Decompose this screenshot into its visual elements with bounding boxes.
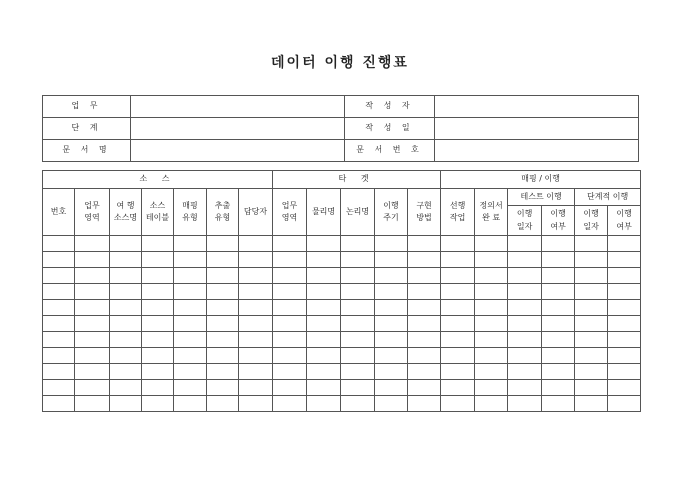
table-cell[interactable] <box>307 380 341 396</box>
col-src-area: 업무 영역 <box>75 189 110 236</box>
col-method: 구현 방법 <box>408 189 441 236</box>
table-cell[interactable] <box>307 236 341 252</box>
table-row <box>43 300 641 316</box>
table-cell[interactable] <box>341 300 375 316</box>
table-cell[interactable] <box>441 396 475 412</box>
table-cell[interactable] <box>408 300 441 316</box>
table-cell[interactable] <box>110 236 142 252</box>
table-cell[interactable] <box>307 364 341 380</box>
table-cell[interactable] <box>307 316 341 332</box>
table-cell[interactable] <box>174 300 207 316</box>
table-cell[interactable] <box>575 236 608 252</box>
col-physical: 물리명 <box>307 189 341 236</box>
table-cell[interactable] <box>542 284 575 300</box>
table-cell[interactable] <box>408 396 441 412</box>
table-cell[interactable] <box>508 348 542 364</box>
table-cell[interactable] <box>239 236 273 252</box>
table-cell[interactable] <box>375 268 408 284</box>
table-cell[interactable] <box>608 332 641 348</box>
table-cell[interactable] <box>273 380 307 396</box>
table-cell[interactable] <box>375 300 408 316</box>
col-cycle: 이행 주기 <box>375 189 408 236</box>
stage-migration-header: 단계적 이행 <box>575 189 641 206</box>
table-cell[interactable] <box>174 252 207 268</box>
col-def-done: 정의서 완 료 <box>475 189 508 236</box>
doc-no-label: 문 서 번 호 <box>345 140 435 162</box>
table-cell[interactable] <box>207 348 239 364</box>
table-cell[interactable] <box>110 300 142 316</box>
table-cell[interactable] <box>508 364 542 380</box>
table-cell[interactable] <box>441 364 475 380</box>
table-cell[interactable] <box>110 284 142 300</box>
table-cell[interactable] <box>43 252 75 268</box>
table-cell[interactable] <box>207 284 239 300</box>
table-cell[interactable] <box>43 364 75 380</box>
table-row <box>43 380 641 396</box>
table-cell[interactable] <box>475 236 508 252</box>
author-label: 작 성 자 <box>345 96 435 118</box>
table-cell[interactable] <box>375 316 408 332</box>
table-row <box>43 396 641 412</box>
col-test-yn: 이행 여부 <box>542 206 575 236</box>
table-cell[interactable] <box>341 380 375 396</box>
table-cell[interactable] <box>542 300 575 316</box>
table-cell[interactable] <box>239 252 273 268</box>
table-cell[interactable] <box>542 268 575 284</box>
table-cell[interactable] <box>441 332 475 348</box>
source-group-header: 소 스 <box>43 171 273 189</box>
col-src-name: 여 행 소스명 <box>110 189 142 236</box>
table-cell[interactable] <box>239 364 273 380</box>
table-cell[interactable] <box>207 268 239 284</box>
table-cell[interactable] <box>43 236 75 252</box>
table-cell[interactable] <box>608 236 641 252</box>
table-cell[interactable] <box>207 300 239 316</box>
table-cell[interactable] <box>475 252 508 268</box>
table-cell[interactable] <box>608 364 641 380</box>
table-cell[interactable] <box>408 284 441 300</box>
table-cell[interactable] <box>608 380 641 396</box>
table-cell[interactable] <box>575 300 608 316</box>
table-cell[interactable] <box>174 380 207 396</box>
table-cell[interactable] <box>142 316 174 332</box>
table-cell[interactable] <box>608 316 641 332</box>
table-cell[interactable] <box>608 268 641 284</box>
table-cell[interactable] <box>307 252 341 268</box>
table-cell[interactable] <box>475 300 508 316</box>
table-cell[interactable] <box>207 236 239 252</box>
table-cell[interactable] <box>174 332 207 348</box>
table-cell[interactable] <box>75 316 110 332</box>
table-cell[interactable] <box>174 364 207 380</box>
table-cell[interactable] <box>542 236 575 252</box>
table-cell[interactable] <box>408 348 441 364</box>
table-cell[interactable] <box>239 348 273 364</box>
table-cell[interactable] <box>508 300 542 316</box>
table-cell[interactable] <box>441 252 475 268</box>
table-cell[interactable] <box>575 348 608 364</box>
table-cell[interactable] <box>475 316 508 332</box>
table-cell[interactable] <box>43 316 75 332</box>
table-cell[interactable] <box>508 380 542 396</box>
table-cell[interactable] <box>75 268 110 284</box>
col-test-date: 이행 일자 <box>508 206 542 236</box>
table-cell[interactable] <box>375 332 408 348</box>
table-cell[interactable] <box>110 380 142 396</box>
table-cell[interactable] <box>475 348 508 364</box>
document-info-table <box>42 95 639 162</box>
table-cell[interactable] <box>75 348 110 364</box>
table-cell[interactable] <box>207 380 239 396</box>
table-cell[interactable] <box>142 396 174 412</box>
table-cell[interactable] <box>508 236 542 252</box>
stage-label: 단 계 <box>43 118 131 140</box>
table-cell[interactable] <box>239 268 273 284</box>
col-logical: 논리명 <box>341 189 375 236</box>
table-cell[interactable] <box>110 396 142 412</box>
table-cell[interactable] <box>43 332 75 348</box>
table-cell[interactable] <box>273 364 307 380</box>
table-cell[interactable] <box>441 300 475 316</box>
table-cell[interactable] <box>475 284 508 300</box>
table-cell[interactable] <box>608 348 641 364</box>
table-cell[interactable] <box>542 380 575 396</box>
table-cell[interactable] <box>142 332 174 348</box>
table-cell[interactable] <box>508 316 542 332</box>
table-row <box>43 236 641 252</box>
table-cell[interactable] <box>375 380 408 396</box>
table-cell[interactable] <box>441 268 475 284</box>
test-migration-header: 테스트 이행 <box>508 189 575 206</box>
date-field[interactable] <box>435 118 639 140</box>
table-cell[interactable] <box>375 284 408 300</box>
table-cell[interactable] <box>75 284 110 300</box>
table-cell[interactable] <box>273 252 307 268</box>
table-cell[interactable] <box>475 364 508 380</box>
table-cell[interactable] <box>110 268 142 284</box>
table-row <box>43 316 641 332</box>
table-cell[interactable] <box>142 300 174 316</box>
table-cell[interactable] <box>375 252 408 268</box>
table-cell[interactable] <box>375 236 408 252</box>
migration-progress-table <box>42 170 641 412</box>
table-cell[interactable] <box>110 332 142 348</box>
table-cell[interactable] <box>341 332 375 348</box>
table-row <box>43 332 641 348</box>
table-cell[interactable] <box>142 380 174 396</box>
table-cell[interactable] <box>408 364 441 380</box>
table-cell[interactable] <box>207 252 239 268</box>
table-cell[interactable] <box>542 364 575 380</box>
table-cell[interactable] <box>475 268 508 284</box>
table-cell[interactable] <box>441 380 475 396</box>
table-cell[interactable] <box>273 284 307 300</box>
table-cell[interactable] <box>441 284 475 300</box>
table-cell[interactable] <box>75 332 110 348</box>
table-row <box>43 252 641 268</box>
table-cell[interactable] <box>273 332 307 348</box>
table-cell[interactable] <box>142 284 174 300</box>
table-cell[interactable] <box>75 300 110 316</box>
table-cell[interactable] <box>207 332 239 348</box>
table-cell[interactable] <box>408 380 441 396</box>
target-group-header: 타 겟 <box>273 171 441 189</box>
table-cell[interactable] <box>508 396 542 412</box>
col-owner: 담당자 <box>239 189 273 236</box>
table-cell[interactable] <box>273 316 307 332</box>
table-cell[interactable] <box>110 364 142 380</box>
table-cell[interactable] <box>408 332 441 348</box>
table-row <box>43 364 641 380</box>
table-cell[interactable] <box>307 396 341 412</box>
table-cell[interactable] <box>542 252 575 268</box>
table-cell[interactable] <box>341 364 375 380</box>
table-cell[interactable] <box>110 252 142 268</box>
table-cell[interactable] <box>508 284 542 300</box>
author-field[interactable] <box>435 96 639 118</box>
table-cell[interactable] <box>475 396 508 412</box>
col-stage-date: 이행 일자 <box>575 206 608 236</box>
table-cell[interactable] <box>174 396 207 412</box>
table-cell[interactable] <box>43 380 75 396</box>
table-cell[interactable] <box>142 364 174 380</box>
table-cell[interactable] <box>307 332 341 348</box>
table-cell[interactable] <box>43 268 75 284</box>
table-cell[interactable] <box>239 380 273 396</box>
table-cell[interactable] <box>341 284 375 300</box>
table-cell[interactable] <box>110 316 142 332</box>
doc-no-field[interactable] <box>435 140 639 162</box>
table-row <box>43 268 641 284</box>
table-cell[interactable] <box>174 268 207 284</box>
table-cell[interactable] <box>43 284 75 300</box>
table-cell[interactable] <box>75 252 110 268</box>
table-cell[interactable] <box>508 252 542 268</box>
table-cell[interactable] <box>408 268 441 284</box>
table-cell[interactable] <box>341 316 375 332</box>
table-cell[interactable] <box>142 268 174 284</box>
table-row <box>43 284 641 300</box>
table-cell[interactable] <box>75 364 110 380</box>
table-cell[interactable] <box>542 396 575 412</box>
table-cell[interactable] <box>239 396 273 412</box>
col-no: 번호 <box>43 189 75 236</box>
table-cell[interactable] <box>174 348 207 364</box>
table-cell[interactable] <box>575 268 608 284</box>
date-label: 작 성 일 <box>345 118 435 140</box>
table-cell[interactable] <box>174 284 207 300</box>
table-cell[interactable] <box>43 300 75 316</box>
col-pre-work: 선행 작업 <box>441 189 475 236</box>
table-cell[interactable] <box>273 348 307 364</box>
table-cell[interactable] <box>307 268 341 284</box>
table-cell[interactable] <box>207 396 239 412</box>
table-cell[interactable] <box>75 380 110 396</box>
table-cell[interactable] <box>341 236 375 252</box>
table-cell[interactable] <box>475 332 508 348</box>
doc-name-label: 문 서 명 <box>43 140 131 162</box>
table-cell[interactable] <box>75 396 110 412</box>
table-cell[interactable] <box>375 364 408 380</box>
mapping-group-header: 매핑 / 이행 <box>441 171 641 189</box>
table-cell[interactable] <box>575 332 608 348</box>
table-cell[interactable] <box>43 396 75 412</box>
table-cell[interactable] <box>575 284 608 300</box>
table-cell[interactable] <box>542 348 575 364</box>
table-cell[interactable] <box>174 236 207 252</box>
table-cell[interactable] <box>43 348 75 364</box>
table-cell[interactable] <box>408 316 441 332</box>
table-cell[interactable] <box>75 236 110 252</box>
table-cell[interactable] <box>239 284 273 300</box>
table-cell[interactable] <box>207 316 239 332</box>
table-cell[interactable] <box>239 300 273 316</box>
table-cell[interactable] <box>575 364 608 380</box>
work-field[interactable] <box>131 96 345 118</box>
table-cell[interactable] <box>307 348 341 364</box>
table-cell[interactable] <box>441 316 475 332</box>
table-row <box>43 348 641 364</box>
table-cell[interactable] <box>239 316 273 332</box>
col-src-table: 소스 테이블 <box>142 189 174 236</box>
col-tgt-area: 업무 영역 <box>273 189 307 236</box>
table-cell[interactable] <box>475 380 508 396</box>
doc-name-field[interactable] <box>131 140 345 162</box>
table-cell[interactable] <box>142 236 174 252</box>
work-label: 업 무 <box>43 96 131 118</box>
table-cell[interactable] <box>408 236 441 252</box>
table-cell[interactable] <box>608 300 641 316</box>
stage-field[interactable] <box>131 118 345 140</box>
table-cell[interactable] <box>608 252 641 268</box>
table-cell[interactable] <box>542 316 575 332</box>
table-cell[interactable] <box>542 332 575 348</box>
table-cell[interactable] <box>307 284 341 300</box>
table-cell[interactable] <box>273 268 307 284</box>
table-cell[interactable] <box>608 396 641 412</box>
table-cell[interactable] <box>341 268 375 284</box>
table-cell[interactable] <box>307 300 341 316</box>
table-cell[interactable] <box>341 252 375 268</box>
table-cell[interactable] <box>110 348 142 364</box>
page-title: 데이터 이행 진행표 <box>271 55 409 71</box>
table-cell[interactable] <box>239 332 273 348</box>
table-cell[interactable] <box>341 348 375 364</box>
table-cell[interactable] <box>575 316 608 332</box>
table-cell[interactable] <box>508 332 542 348</box>
table-cell[interactable] <box>508 268 542 284</box>
table-cell[interactable] <box>273 300 307 316</box>
table-cell[interactable] <box>273 236 307 252</box>
table-cell[interactable] <box>142 252 174 268</box>
table-cell[interactable] <box>375 348 408 364</box>
table-cell[interactable] <box>273 396 307 412</box>
table-cell[interactable] <box>575 380 608 396</box>
table-cell[interactable] <box>408 252 441 268</box>
table-cell[interactable] <box>142 348 174 364</box>
table-cell[interactable] <box>207 364 239 380</box>
table-cell[interactable] <box>441 348 475 364</box>
table-cell[interactable] <box>575 396 608 412</box>
col-stage-yn: 이행 여부 <box>608 206 641 236</box>
table-cell[interactable] <box>608 284 641 300</box>
col-extract-type: 추출 유형 <box>207 189 239 236</box>
table-cell[interactable] <box>174 316 207 332</box>
table-cell[interactable] <box>441 236 475 252</box>
table-cell[interactable] <box>575 252 608 268</box>
col-map-type: 매핑 유형 <box>174 189 207 236</box>
table-cell[interactable] <box>341 396 375 412</box>
table-cell[interactable] <box>375 396 408 412</box>
